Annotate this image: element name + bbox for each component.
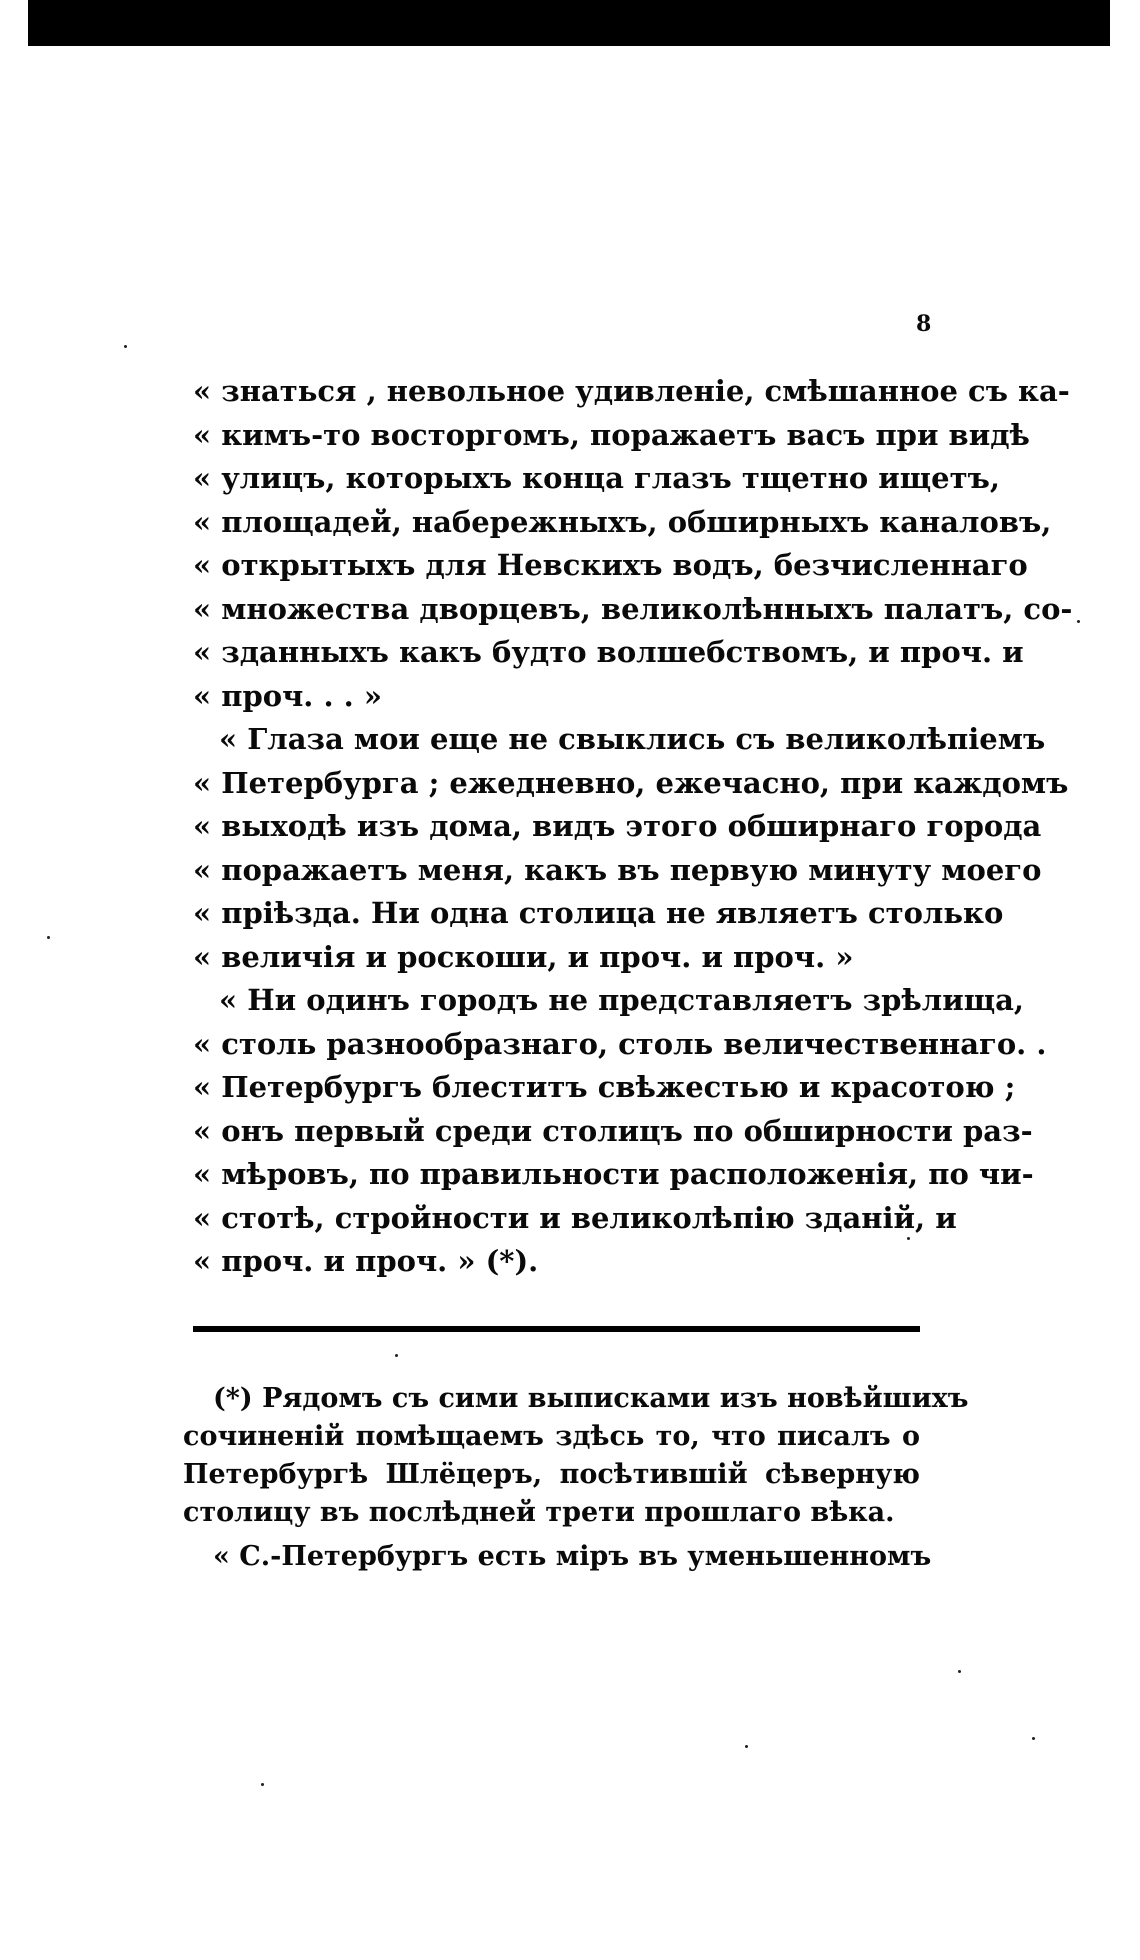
scan-speck	[907, 1237, 910, 1240]
text-line: « мѣровъ, по правильности расположенія, по чи-	[193, 1157, 1034, 1191]
text-line: « проч. . . »	[193, 678, 382, 713]
scan-top-border	[28, 0, 1110, 46]
footnote-separator-rule	[193, 1326, 920, 1332]
text-line: « знаться , невольное удивленіе, смѣшанное съ ка-	[193, 374, 1070, 408]
text-line: « поражаетъ меня, какъ въ первую минуту моего	[193, 852, 1042, 887]
scan-speck	[124, 345, 127, 348]
text-line: « Глаза мои еще не свыклись съ великолѣпіемъ	[219, 722, 1046, 756]
main-text-block	[193, 370, 1073, 1284]
scan-speck	[395, 1354, 398, 1357]
footnote-line: сочиненій помѣщаемъ здѣсь то, что писалъ о	[183, 1421, 920, 1452]
text-line: « улицъ, которыхъ конца глазъ тщетно ищетъ,	[193, 461, 1000, 495]
footnote-line: Петербургѣ Шлёцеръ, посѣтившій сѣверную	[183, 1459, 920, 1490]
text-line: « Ни одинъ городъ не представляетъ зрѣлища,	[219, 983, 1025, 1017]
text-line: « Петербургъ блеститъ свѣжестью и красотою ;	[193, 1070, 1016, 1104]
scan-speck	[47, 936, 50, 939]
footnote-line: столицу въ послѣдней трети прошлаго вѣка.	[183, 1497, 895, 1528]
scan-speck	[958, 1670, 961, 1673]
scan-speck	[1032, 1737, 1035, 1740]
page-number: 8	[916, 311, 932, 337]
text-line: « пріѣзда. Ни одна столица не являетъ столько	[193, 896, 1004, 930]
scan-speck	[745, 1745, 748, 1748]
text-line: « величія и роскоши, и проч. и проч. »	[193, 939, 854, 974]
text-line: « множества дворцевъ, великолѣнныхъ палатъ, со-	[193, 591, 1073, 626]
text-line: « онъ первый среди столицъ по обширности раз-	[193, 1113, 1033, 1148]
scan-speck	[261, 1783, 264, 1786]
text-line: « кимъ-то восторгомъ, поражаетъ васъ при видѣ	[193, 417, 1030, 452]
text-line: « площадей, набережныхъ, обширныхъ каналовъ,	[193, 504, 1052, 539]
footnote-line: (*) Рядомъ съ сими выписками изъ новѣйшихъ	[213, 1383, 969, 1414]
footnote-block	[183, 1380, 969, 1576]
text-line: « зданныхъ какъ будто волшебствомъ, и проч. и	[193, 635, 1024, 669]
text-line: « выходѣ изъ дома, видъ этого обширнаго города	[193, 809, 1042, 843]
text-line: « проч. и проч. » (*).	[193, 1244, 539, 1278]
text-line: « Петербурга ; ежедневно, ежечасно, при каждомъ	[193, 765, 1069, 800]
text-line: « открытыхъ для Невскихъ водъ, безчисленнаго	[193, 548, 1028, 582]
footnote-line: « С.-Петербургъ есть міръ въ уменьшенномъ	[213, 1541, 932, 1572]
text-line: « столь разнообразнаго, столь величественнаго. .	[193, 1026, 1047, 1061]
text-line: « стотѣ, стройности и великолѣпію зданій, и	[193, 1200, 957, 1235]
scan-speck	[1077, 620, 1080, 623]
